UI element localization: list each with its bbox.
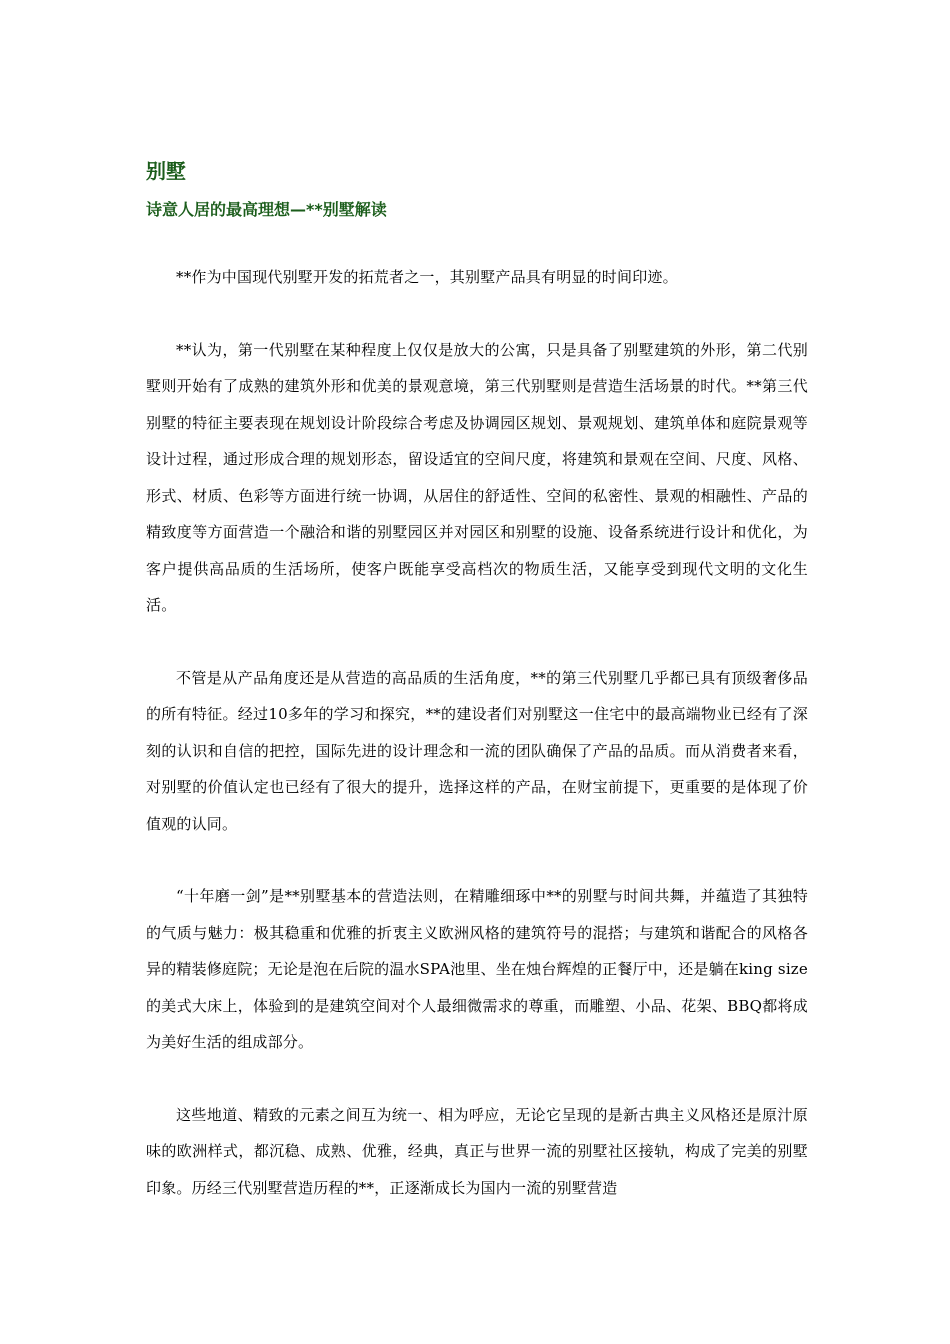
paragraph-4: “十年磨一剑”是**别墅基本的营造法则，在精雕细琢中**的别墅与时间共舞，并蕴造了其独特的气质与魅力：极其稳重和优雅的折衷主义欧洲风格的建筑符号的混搭；与建筑和谐配合的风格各异的精装修庭院；无论是泡在后院的温水SPA池里、坐在烛台辉煌的正餐厅中，还是躺在king size的美式大床上，体验到的是建筑空间对个人最细微需求的尊重，而雕塑、小品、花架、BBQ都将成为美好生活的组成部分。 — [146, 887, 808, 1051]
paragraph-3: 不管是从产品角度还是从营造的高品质的生活角度，**的第三代别墅几乎都已具有顶级奢侈品的所有特征。经过10多年的学习和探究，**的建设者们对别墅这一住宅中的最高端物业已经有了深刻的认识和自信的把控，国际先进的设计理念和一流的团队确保了产品的品质。而从消费者来看，对别墅的价值认定也已经有了很大的提升，选择这样的产品，在财宝前提下，更重要的是体现了价值观的认同。 — [146, 668, 808, 833]
document-body — [146, 259, 808, 1206]
document-subtitle: 诗意人居的最高理想—**别墅解读 — [146, 200, 387, 219]
paragraph-1: **作为中国现代别墅开发的拓荒者之一，其别墅产品具有明显的时间印迹。 — [176, 268, 678, 286]
document-title: 别墅 — [146, 159, 186, 183]
paragraph-5: 这些地道、精致的元素之间互为统一、相为呼应，无论它呈现的是新古典主义风格还是原汁原味的欧洲样式，都沉稳、成熟、优雅，经典，真正与世界一流的别墅社区接轨，构成了完美的别墅印象。历经三代别墅营造历程的**，正逐渐成长为国内一流的别墅营造 — [146, 1105, 808, 1197]
paragraph-2: **认为，第一代别墅在某种程度上仅仅是放大的公寓，只是具备了别墅建筑的外形，第二代别墅则开始有了成熟的建筑外形和优美的景观意境，第三代别墅则是营造生活场景的时代。**第三代别墅的特征主要表现在规划设计阶段综合考虑及协调园区规划、景观规划、建筑单体和庭院景观等设计过程，通过形成合理的规划形态，留设适宜的空间尺度，将建筑和景观在空间、尺度、风格、形式、材质、色彩等方面进行统一协调，从居住的舒适性、空间的私密性、景观的相融性、产品的精致度等方面营造一个融洽和谐的别墅园区并对园区和别墅的设施、设备系统进行设计和优化，为客户提供高品质的生活场所，使客户既能享受高档次的物质生活，又能享受到现代文明的文化生活。 — [146, 340, 808, 614]
